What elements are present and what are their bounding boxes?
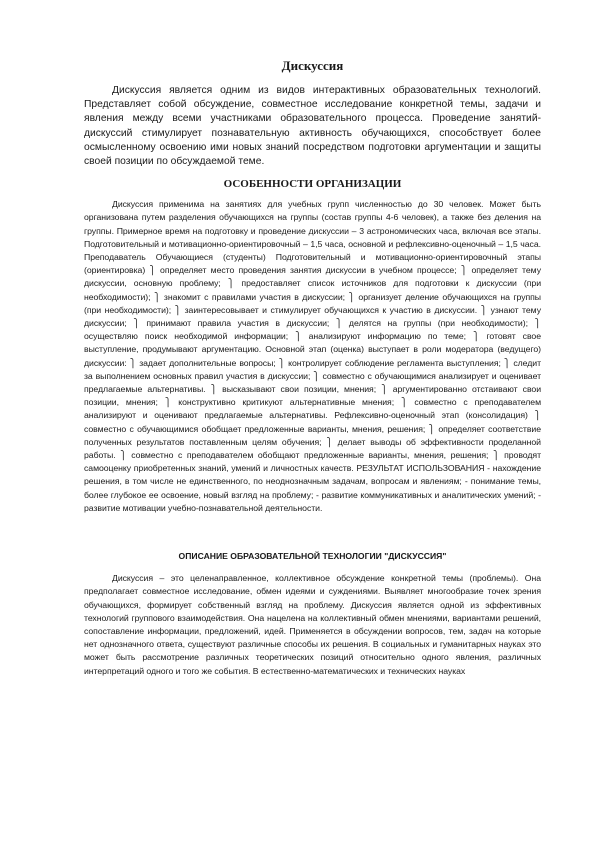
intro-paragraph: Дискуссия является одним из видов интерактивных образовательных технологий. Представляет собой обсуждение, совместное исследование конкретной темы, задачи и явления между всеми участниками образовательного процесса. Проведение занятий-дискуссий стимулирует познавательную активность обучающихся, способствует более осмысленному освоению ими новых знаний посредством подготовки аргументации и защиты своей позиции по обсуждаемой теме. [84,85,541,168]
document-title: Дискуссия [281,58,344,73]
description-paragraph: Дискуссия – это целенаправленное, коллективное обсуждение конкретной темы (проблемы). Она предполагает совместное исследование, обмен идеями и суждениями. Выявляет многообразие точек зрения обучающихся, формирует собственный взгляд на проблему. Дискуссия является одной из эффективных технологий группового взаимодействия. Она нацелена на коллективный обмен мнениями, вариантами решений, сопоставление информации, предложений, идей. Применяется в обсуждении вопросов, тем, задач на которые нет однозначного ответа, существуют различные способы их решения. В социальных и гуманитарных науках это может быть рассмотрение различных теоретических позиций относительно одного явления, различных интерпретаций одного и того же события. В естественно-математических и технических науках [84,573,541,676]
organization-paragraph: Дискуссия применима на занятиях для учебных групп численностью до 30 человек. Может быть организована путем разделения обучающихся на группы (состав группы 4-6 человек), а также без деления на группы. Примерное время на подготовку и проведение дискуссии – 3 астрономических часа, включая все этапы. Подготовительный и мотивационно-ориентировочный – 1,5 часа, основной и рефлексивно-оценочный – 1,5 часа. Преподаватель Обучающиеся (студенты) Подготовительный и мотивационно-ориентировочный этапы (ориентировка) ⎫ определяет место проведения занятия дискуссии в учебном процессе; ⎫ определяет тему дискуссии, основную проблему; ⎫ предоставляет список источников для подготовки к дискуссии (при необходимости); ⎫ знакомит с правилами участия в дискуссии; ⎫ организует деление обучающихся на группы (при необходимости); ⎫ заинтересовывает и стимулирует обучающихся к участию в дискуссии. ⎫ узнают тему дискуссии; ⎫ принимают правила участия в дискуссии; ⎫ делятся на группы (при необходимости); ⎫ осуществляю поиск необходимой информации; ⎫ анализируют информацию по теме; ⎫ готовят свое выступление, продумывают аргументацию. Основной этап (оценка) выступает в роли модератора (ведущего) дискуссии: ⎫ задает дополнительные вопросы; ⎫ контролирует соблюдение регламента выступления; ⎫ следит за выполнением основных правил участия в дискуссии; ⎫ совместно с обучающимися анализирует и оценивает предлагаемые альтернативы. ⎫ высказывают свои позиции, мнения; ⎫ аргументированно отстаивают свои позиции, мнения; ⎫ конструктивно критикуют альтернативные мнения; ⎫ совместно с преподавателем анализируют и оценивают предлагаемые альтернативы. Рефлексивно-оценочный этап (консолидация) ⎫ совместно с обучающимися обобщает предложенные варианты, мнения, решения; ⎫ определяет соответствие полученных результатов поставленным целям обучения; ⎫ делает выводы об эффективности проделанной работы. ⎫ совместно с преподавателем обобщают предложенные варианты, мнения, решения; ⎫ проводят самооценку приобретенных знаний, умений и личностных качеств. РЕЗУЛЬТАТ ИСПОЛЬЗОВАНИЯ - нахождение решения, в том числе не единственного, по неоднозначным задачам, вопросам и явлениям; - понимание темы, более глубокое ее освоение, новый взгляд на проблему; - развитие коммуникативных и аналитических умений; - развитие мотивации учебно-познавательной деятельности. [84,199,541,513]
section-heading-organization: ОСОБЕННОСТИ ОРГАНИЗАЦИИ [223,178,402,191]
section-gap [84,515,541,551]
section-heading-description: ОПИСАНИЕ ОБРАЗОВАТЕЛЬНОЙ ТЕХНОЛОГИИ "ДИСКУССИЯ" [178,551,447,562]
